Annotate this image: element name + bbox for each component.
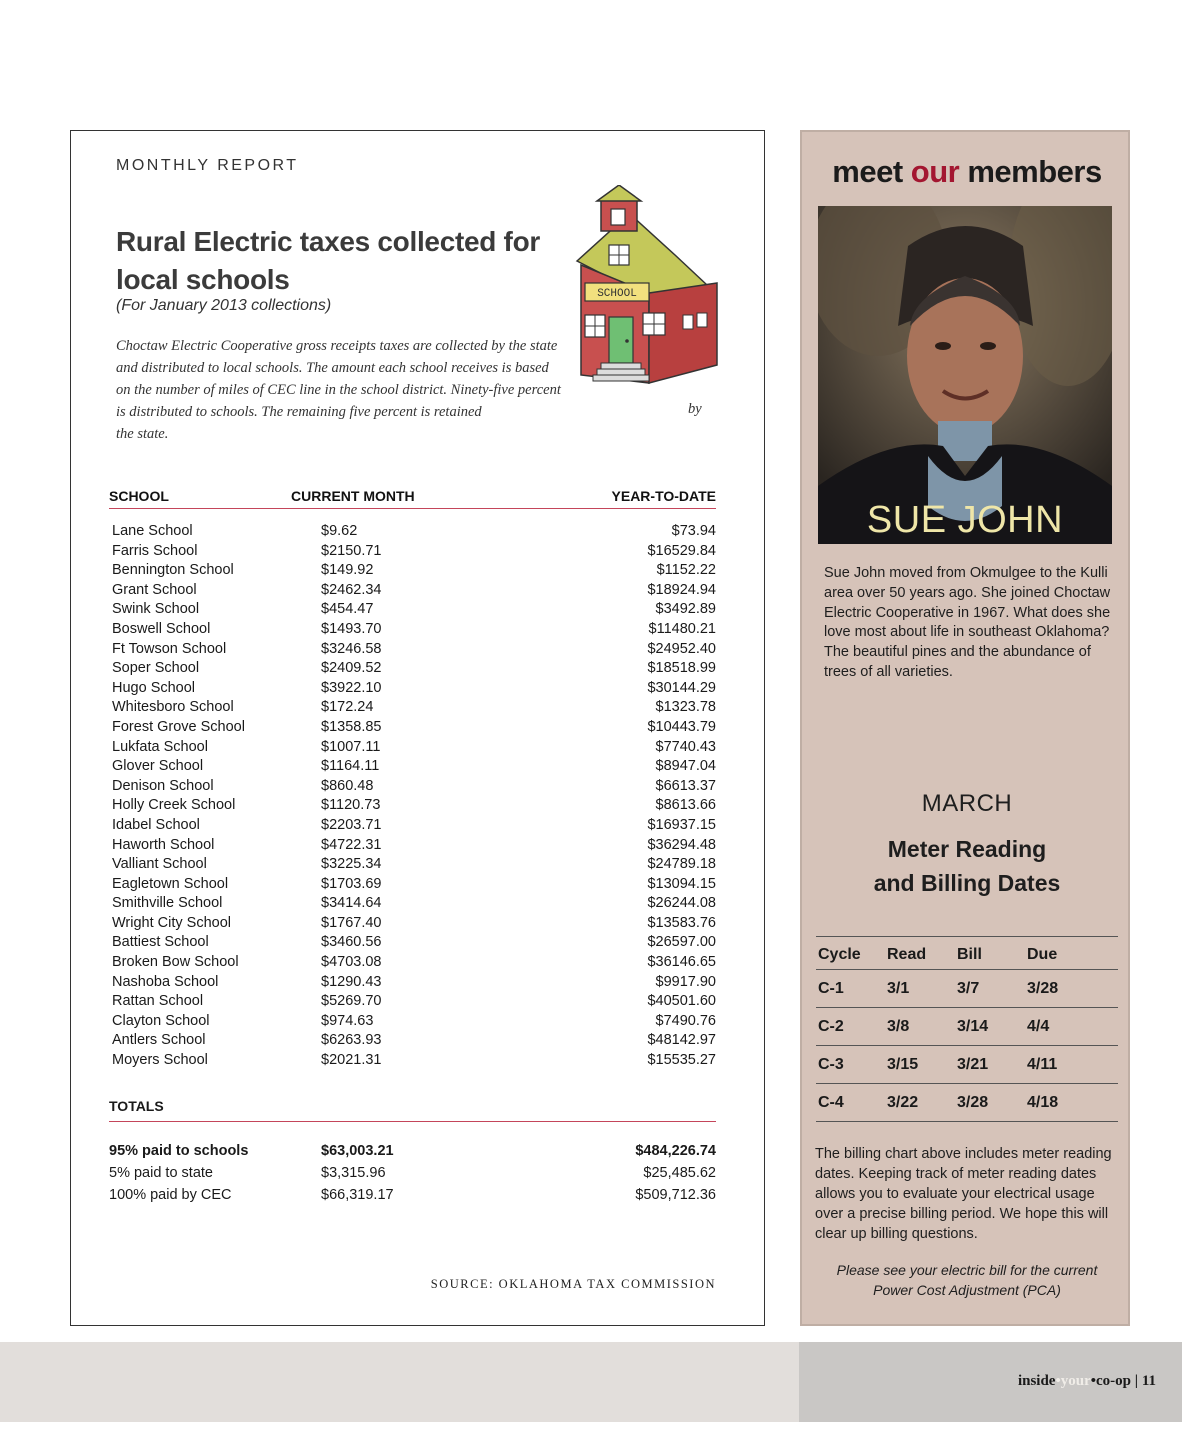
year-to-date-value: $1152.22 bbox=[656, 562, 716, 579]
billing-rule bbox=[816, 1121, 1118, 1122]
billing-cycle: C-2 bbox=[818, 1018, 844, 1035]
table-row bbox=[109, 856, 716, 876]
school-name: Clayton School bbox=[112, 1012, 210, 1029]
billing-header-cycle: Cycle bbox=[818, 946, 861, 963]
year-to-date-value: $24789.18 bbox=[647, 856, 716, 873]
billing-bill-date: 3/28 bbox=[957, 1094, 989, 1111]
totals-label: 5% paid to state bbox=[109, 1165, 213, 1181]
totals-table bbox=[109, 1143, 716, 1209]
school-name: Denison School bbox=[112, 777, 214, 794]
table-row bbox=[109, 660, 716, 680]
footer-brand-coop: co-op bbox=[1096, 1373, 1131, 1389]
school-name: Lukfata School bbox=[112, 738, 208, 755]
members-title-accent: our bbox=[910, 154, 960, 189]
school-name: Whitesboro School bbox=[112, 699, 234, 716]
table-row bbox=[109, 1032, 716, 1052]
current-month-value: $974.63 bbox=[321, 1012, 374, 1029]
school-name: Broken Bow School bbox=[112, 954, 239, 971]
members-title bbox=[802, 154, 1132, 190]
year-to-date-value: $16937.15 bbox=[647, 816, 716, 833]
billing-cycle: C-4 bbox=[818, 1094, 844, 1111]
year-to-date-value: $11480.21 bbox=[648, 620, 716, 637]
header-divider bbox=[109, 508, 716, 509]
totals-current-month: $66,319.17 bbox=[321, 1187, 394, 1203]
report-title: Rural Electric taxes collected for local schools bbox=[116, 226, 540, 295]
member-bio: Sue John moved from Okmulgee to the Kulli area over 50 years ago. She joined Choctaw Electric Cooperative in 1967. What does she love most about life in southeast Oklahoma? The beautiful pines and the abundance of trees of all varieties. bbox=[824, 565, 1111, 680]
year-to-date-value: $8947.04 bbox=[655, 758, 716, 775]
column-header-school: SCHOOL bbox=[109, 488, 169, 504]
year-to-date-value: $18924.94 bbox=[647, 581, 716, 598]
table-row bbox=[109, 543, 716, 563]
school-name: Rattan School bbox=[112, 993, 204, 1010]
current-month-value: $1120.73 bbox=[321, 797, 381, 814]
table-row bbox=[109, 1052, 716, 1072]
footer-brand-inside: inside bbox=[1017, 1373, 1056, 1389]
schoolhouse-sign: SCHOOL bbox=[597, 288, 637, 300]
pca-note: Please see your electric bill for the current Power Cost Adjustment (PCA) bbox=[836, 1262, 1098, 1298]
current-month-value: $3414.64 bbox=[321, 895, 382, 912]
current-month-value: $2021.31 bbox=[321, 1052, 382, 1069]
current-month-value: $3225.34 bbox=[321, 856, 382, 873]
billing-read-date: 3/8 bbox=[887, 1018, 910, 1035]
billing-rows bbox=[816, 970, 1118, 1122]
billing-row bbox=[816, 970, 1118, 1007]
year-to-date-value: $36146.65 bbox=[647, 954, 716, 971]
page-number: 11 bbox=[1141, 1373, 1156, 1389]
year-to-date-value: $26244.08 bbox=[647, 895, 716, 912]
footer-page-block bbox=[799, 1342, 1182, 1422]
report-subtitle: (For January 2013 collections) bbox=[116, 297, 332, 314]
year-to-date-value: $1323.78 bbox=[655, 699, 716, 716]
schoolhouse-illustration bbox=[557, 185, 727, 385]
school-name: Hugo School bbox=[112, 679, 196, 696]
footer-dot: • bbox=[1090, 1373, 1096, 1389]
current-month-value: $9.62 bbox=[321, 523, 358, 539]
current-month-value: $454.47 bbox=[321, 601, 374, 618]
table-row bbox=[109, 797, 716, 817]
table-row bbox=[109, 876, 716, 896]
members-title-post: members bbox=[959, 154, 1102, 189]
school-name: Boswell School bbox=[112, 620, 211, 637]
school-name: Farris School bbox=[112, 542, 198, 559]
year-to-date-value: $8613.66 bbox=[655, 797, 716, 814]
current-month-value: $2409.52 bbox=[321, 660, 382, 677]
footer-brand bbox=[1018, 1373, 1156, 1390]
school-name: Haworth School bbox=[112, 836, 215, 853]
current-month-value: $3460.56 bbox=[321, 934, 382, 951]
billing-read-date: 3/15 bbox=[887, 1056, 919, 1073]
billing-note: The billing chart above includes meter reading dates. Keeping track of meter reading dates allows you to evaluate your electrical usage over a precise billing period. We hope this will clear up billing questions. bbox=[815, 1146, 1112, 1242]
school-name: Battiest School bbox=[112, 934, 209, 951]
totals-year-to-date: $509,712.36 bbox=[635, 1187, 716, 1203]
totals-year-to-date: $25,485.62 bbox=[643, 1165, 716, 1181]
billing-header-bill: Bill bbox=[957, 946, 982, 963]
year-to-date-value: $13583.76 bbox=[647, 914, 716, 931]
school-tax-table bbox=[109, 523, 716, 1072]
table-row bbox=[109, 817, 716, 837]
table-row bbox=[109, 974, 716, 994]
billing-row bbox=[816, 1008, 1118, 1045]
year-to-date-value: $18518.99 bbox=[647, 660, 716, 677]
year-to-date-value: $9917.90 bbox=[655, 973, 716, 990]
current-month-value: $4722.31 bbox=[321, 836, 382, 853]
school-name: Glover School bbox=[112, 758, 204, 775]
billing-dates-table bbox=[816, 936, 1118, 1122]
billing-due-date: 3/28 bbox=[1027, 980, 1059, 997]
school-name: Nashoba School bbox=[112, 973, 219, 990]
totals-current-month: $63,003.21 bbox=[321, 1143, 394, 1159]
school-name: Eagletown School bbox=[112, 875, 229, 892]
report-kicker: MONTHLY REPORT bbox=[116, 157, 299, 174]
year-to-date-value: $7740.43 bbox=[655, 738, 716, 755]
totals-row bbox=[109, 1143, 716, 1165]
report-intro bbox=[116, 335, 561, 445]
table-row bbox=[109, 641, 716, 661]
billing-due-date: 4/11 bbox=[1027, 1056, 1058, 1073]
current-month-value: $172.24 bbox=[321, 699, 374, 716]
billing-read-date: 3/22 bbox=[887, 1094, 919, 1111]
school-name: Soper School bbox=[112, 660, 200, 677]
billing-bill-date: 3/7 bbox=[957, 980, 980, 997]
year-to-date-value: $3492.89 bbox=[655, 601, 716, 618]
table-row bbox=[109, 915, 716, 935]
current-month-value: $1493.70 bbox=[321, 620, 382, 637]
current-month-value: $2203.71 bbox=[321, 816, 382, 833]
school-name: Valliant School bbox=[112, 856, 207, 873]
year-to-date-value: $48142.97 bbox=[647, 1032, 716, 1049]
school-name: Grant School bbox=[112, 581, 197, 598]
meter-title-line-2: and Billing Dates bbox=[873, 870, 1061, 896]
school-name: Swink School bbox=[112, 601, 200, 618]
current-month-value: $1703.69 bbox=[321, 875, 382, 892]
table-row bbox=[109, 758, 716, 778]
footer-dot: • bbox=[1055, 1373, 1061, 1389]
table-row bbox=[109, 523, 716, 543]
footer-page-separator: | bbox=[1131, 1373, 1142, 1389]
current-month-value: $1007.11 bbox=[321, 738, 381, 755]
current-month-value: $2150.71 bbox=[321, 542, 382, 559]
totals-label: 100% paid by CEC bbox=[109, 1187, 232, 1203]
totals-year-to-date: $484,226.74 bbox=[635, 1143, 716, 1159]
current-month-value: $1767.40 bbox=[321, 914, 382, 931]
billing-cycle: C-1 bbox=[818, 980, 844, 997]
billing-read-date: 3/1 bbox=[887, 980, 910, 997]
current-month-value: $6263.93 bbox=[321, 1032, 382, 1049]
table-row bbox=[109, 719, 716, 739]
totals-label: 95% paid to schools bbox=[109, 1143, 249, 1159]
year-to-date-value: $10443.79 bbox=[647, 718, 716, 735]
current-month-value: $2462.34 bbox=[321, 581, 382, 598]
school-name: Smithville School bbox=[112, 895, 223, 912]
meter-title-line-1: Meter Reading bbox=[887, 836, 1047, 862]
current-month-value: $860.48 bbox=[321, 777, 374, 794]
billing-cycle: C-3 bbox=[818, 1056, 844, 1073]
table-row bbox=[109, 934, 716, 954]
billing-month: MARCH bbox=[921, 790, 1013, 817]
current-month-value: $3922.10 bbox=[321, 679, 382, 696]
current-month-value: $1358.85 bbox=[321, 718, 382, 735]
totals-row bbox=[109, 1187, 716, 1209]
report-intro-tail: by bbox=[688, 401, 702, 417]
current-month-value: $1164.11 bbox=[321, 758, 380, 775]
school-name: Idabel School bbox=[112, 816, 200, 833]
school-name: Ft Towson School bbox=[112, 640, 227, 657]
year-to-date-value: $6613.37 bbox=[655, 777, 716, 794]
billing-bill-date: 3/14 bbox=[957, 1018, 989, 1035]
billing-row bbox=[816, 1046, 1118, 1083]
report-intro-text: Choctaw Electric Cooperative gross receipts taxes are collected by the state and distributed to local schools. The amount each school receives is based on the number of miles of CEC line in the school district. Ninety-five percent is distributed to schools. The remaining five percent is retained bbox=[116, 338, 561, 420]
school-name: Bennington School bbox=[112, 562, 234, 579]
billing-due-date: 4/18 bbox=[1027, 1094, 1059, 1111]
year-to-date-value: $40501.60 bbox=[647, 993, 716, 1010]
current-month-value: $5269.70 bbox=[321, 993, 382, 1010]
table-row bbox=[109, 837, 716, 857]
table-row bbox=[109, 895, 716, 915]
school-name: Antlers School bbox=[112, 1032, 206, 1049]
billing-bill-date: 3/21 bbox=[957, 1056, 989, 1073]
year-to-date-value: $7490.76 bbox=[655, 1012, 716, 1029]
table-row bbox=[109, 778, 716, 798]
member-portrait bbox=[818, 206, 1112, 544]
school-name: Lane School bbox=[112, 523, 193, 539]
members-title-pre: meet bbox=[832, 154, 911, 189]
billing-row bbox=[816, 1084, 1118, 1121]
year-to-date-value: $73.94 bbox=[671, 523, 716, 539]
footer-brand-your: your bbox=[1060, 1373, 1091, 1389]
meet-our-members-panel bbox=[800, 130, 1130, 1326]
year-to-date-value: $36294.48 bbox=[647, 836, 716, 853]
member-name: SUE JOHN bbox=[866, 499, 1064, 541]
column-header-year-to-date: YEAR-TO-DATE bbox=[611, 488, 716, 504]
current-month-value: $3246.58 bbox=[321, 640, 382, 657]
totals-current-month: $3,315.96 bbox=[321, 1165, 386, 1181]
report-intro-end: the state. bbox=[116, 426, 169, 442]
table-row bbox=[109, 1013, 716, 1033]
current-month-value: $1290.43 bbox=[321, 973, 382, 990]
year-to-date-value: $13094.15 bbox=[647, 875, 716, 892]
current-month-value: $149.92 bbox=[321, 562, 374, 579]
totals-divider bbox=[109, 1121, 716, 1122]
table-row bbox=[109, 739, 716, 759]
year-to-date-value: $24952.40 bbox=[647, 640, 716, 657]
table-row bbox=[109, 601, 716, 621]
monthly-report-panel bbox=[70, 130, 765, 1326]
table-row bbox=[109, 699, 716, 719]
table-row bbox=[109, 680, 716, 700]
member-photo bbox=[818, 206, 1112, 544]
billing-header-read: Read bbox=[887, 946, 927, 963]
table-row bbox=[109, 582, 716, 602]
billing-due-date: 4/4 bbox=[1027, 1018, 1050, 1035]
year-to-date-value: $16529.84 bbox=[647, 542, 716, 559]
totals-row bbox=[109, 1165, 716, 1187]
table-row bbox=[109, 562, 716, 582]
current-month-value: $4703.08 bbox=[321, 954, 382, 971]
school-name: Holly Creek School bbox=[112, 797, 236, 814]
school-name: Forest Grove School bbox=[112, 718, 245, 735]
table-row bbox=[109, 621, 716, 641]
totals-heading: TOTALS bbox=[109, 1098, 164, 1114]
table-row bbox=[109, 993, 716, 1013]
school-name: Moyers School bbox=[112, 1052, 208, 1069]
billing-header-due: Due bbox=[1027, 946, 1058, 963]
source-credit: SOURCE: OKLAHOMA TAX COMMISSION bbox=[430, 1277, 716, 1291]
school-name: Wright City School bbox=[112, 914, 231, 931]
year-to-date-value: $26597.00 bbox=[647, 934, 716, 951]
meter-reading-title bbox=[802, 832, 1132, 900]
column-header-current-month: CURRENT MONTH bbox=[291, 488, 415, 504]
table-row bbox=[109, 954, 716, 974]
year-to-date-value: $15535.27 bbox=[647, 1052, 716, 1069]
billing-header-row bbox=[816, 937, 1118, 969]
year-to-date-value: $30144.29 bbox=[647, 679, 716, 696]
